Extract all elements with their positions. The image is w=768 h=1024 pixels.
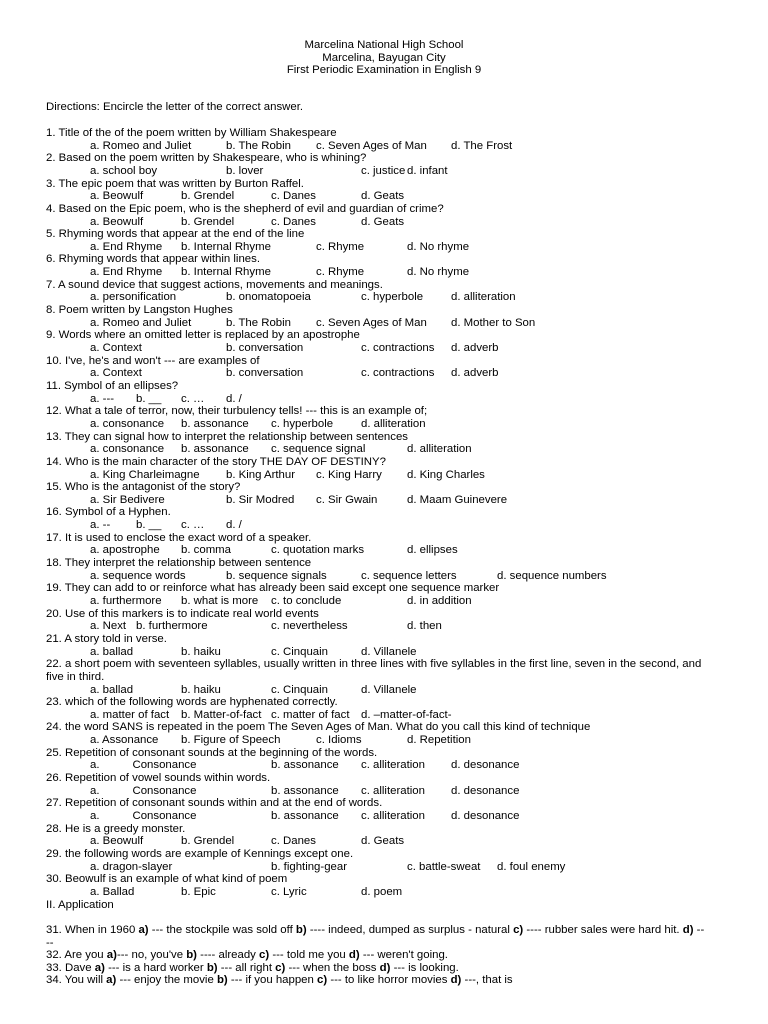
choice-text: Consonance xyxy=(132,784,197,797)
choice-option[interactable] xyxy=(90,810,196,823)
question-text: 16. Symbol of a Hyphen. xyxy=(46,506,171,519)
choice-row xyxy=(46,519,706,532)
choice-option[interactable]: b. assonance xyxy=(271,759,339,772)
choice-option[interactable]: d. alliteration xyxy=(407,443,472,456)
choice-option[interactable]: b. haiku xyxy=(181,645,221,658)
choice-option[interactable]: c. hyperbole xyxy=(361,291,424,304)
choice-row xyxy=(46,886,706,899)
choice-option[interactable]: d. in addition xyxy=(407,595,472,607)
choice-row xyxy=(46,494,706,507)
choice-option[interactable]: b. Grendel xyxy=(181,835,235,848)
exam-title: First Periodic Examination in English 9 xyxy=(286,64,482,77)
choice-row xyxy=(46,190,706,203)
choice-option[interactable]: a. Context xyxy=(90,367,142,380)
choice-option[interactable]: b. Sir Modred xyxy=(226,493,295,506)
choice-option[interactable]: b. The Robin xyxy=(226,316,292,329)
choice-option[interactable]: b. assonance xyxy=(271,784,339,797)
choice-option[interactable]: a. personification xyxy=(90,291,177,304)
choice-row xyxy=(46,241,706,254)
choice-option[interactable]: d. adverb xyxy=(451,342,499,355)
choice-option[interactable]: c. alliteration xyxy=(361,784,425,797)
choice-option[interactable]: c. sequence signal xyxy=(271,443,366,456)
choice-option[interactable]: c. King Harry xyxy=(316,468,382,481)
choice-option[interactable]: a. ballad xyxy=(90,645,134,658)
question-text: 23. which of the following words are hyphenated correctly. xyxy=(46,696,338,709)
choice-option[interactable]: d. The Frost xyxy=(451,139,513,152)
choice-option[interactable]: d. desonance xyxy=(451,810,520,823)
choice-option[interactable] xyxy=(90,785,196,798)
choice-option[interactable]: d. / xyxy=(226,519,242,532)
choice-option[interactable]: c. Cinquain xyxy=(271,683,328,696)
choice-row xyxy=(46,266,706,279)
choice-option[interactable]: d. adverb xyxy=(451,367,499,380)
choice-option[interactable]: c. alliteration xyxy=(361,810,425,823)
choice-option[interactable]: a. Sir Bedivere xyxy=(90,493,165,506)
choice-option[interactable]: d. ellipses xyxy=(407,544,458,557)
choice-option[interactable]: c. sequence letters xyxy=(361,569,457,582)
choice-option[interactable]: c. hyperbole xyxy=(271,417,334,430)
choice-row xyxy=(46,418,706,431)
application-item: 34. You will a) --- enjoy the movie b) --- if you happen c) --- to like horror movies d) ---, that is xyxy=(46,974,513,987)
choice-option[interactable]: b. King Arthur xyxy=(226,468,296,481)
choice-option[interactable]: d. poem xyxy=(361,885,403,898)
choice-option[interactable]: a. school boy xyxy=(90,164,158,177)
question-item xyxy=(46,279,706,304)
choice-row xyxy=(46,291,706,304)
question-item xyxy=(46,355,706,380)
choice-option[interactable]: a. matter of fact xyxy=(90,708,170,721)
question-text: 5. Rhyming words that appear at the end of the line xyxy=(46,228,305,241)
choice-option[interactable]: a. consonance xyxy=(90,443,165,456)
choice-option[interactable]: b. The Robin xyxy=(226,139,292,152)
choice-option[interactable]: a. Romeo and Juliet xyxy=(90,316,192,329)
question-text: 1. Title of the of the poem written by William Shakespeare xyxy=(46,127,337,139)
choice-option[interactable]: d. No rhyme xyxy=(407,266,470,279)
question-item xyxy=(46,481,706,506)
choice-option[interactable]: d. No rhyme xyxy=(407,240,470,253)
question-text: 6. Rhyming words that appear within lines. xyxy=(46,253,260,266)
choice-option[interactable]: c. … xyxy=(181,519,205,532)
choice-option[interactable]: b. conversation xyxy=(226,342,304,355)
choice-option[interactable]: c. matter of fact xyxy=(271,708,350,721)
choice-option[interactable]: d. Mother to Son xyxy=(451,316,536,329)
choice-option[interactable]: a. End Rhyme xyxy=(90,266,163,279)
question-item xyxy=(46,253,706,278)
choice-option[interactable]: b. Grendel xyxy=(181,215,235,228)
question-item xyxy=(46,152,706,177)
choice-option[interactable]: a. apostrophe xyxy=(90,544,160,557)
choice-option[interactable]: b. what is more xyxy=(181,595,259,607)
school-name: Marcelina National High School xyxy=(304,39,464,51)
question-item xyxy=(46,532,706,557)
choice-option[interactable]: a. --- xyxy=(90,392,115,405)
school-address: Marcelina, Bayugan City xyxy=(322,51,446,64)
question-item xyxy=(46,405,706,430)
choice-option[interactable]: b. Figure of Speech xyxy=(181,734,281,747)
choice-option[interactable]: a. furthermore xyxy=(90,595,162,607)
choice-row xyxy=(46,342,706,355)
blank-marker: d) xyxy=(379,961,391,974)
choice-option[interactable]: b. Internal Rhyme xyxy=(181,240,271,253)
question-item xyxy=(46,696,706,721)
blank-marker: a) xyxy=(94,961,105,974)
choice-row xyxy=(46,759,706,772)
question-text: 12. What a tale of terror, now, their turbulency tells! --- this is an example of; xyxy=(46,405,428,418)
question-text: 19. They can add to or reinforce what has already been said except one sequence marker xyxy=(46,582,500,595)
choice-option[interactable]: c. Danes xyxy=(271,835,316,848)
choice-row xyxy=(46,469,706,482)
question-text: 14. Who is the main character of the story THE DAY OF DESTINY? xyxy=(46,455,386,468)
choice-row xyxy=(46,570,706,583)
choice-option[interactable]: a. Assonance xyxy=(90,734,159,747)
choice-option[interactable]: b. Grendel xyxy=(181,190,235,203)
choice-option[interactable]: b. comma xyxy=(181,544,232,557)
choice-letter: a. xyxy=(90,759,100,772)
question-text: 17. It is used to enclose the exact word of a speaker. xyxy=(46,531,312,544)
blank-marker: a) xyxy=(138,923,149,936)
choice-option[interactable]: d. then xyxy=(407,620,442,633)
blank-marker: a) xyxy=(106,949,117,962)
choice-option[interactable]: d. Repetition xyxy=(407,734,471,747)
choice-option[interactable]: b. Matter-of-fact xyxy=(181,708,262,721)
question-item xyxy=(46,456,706,481)
application-item: 32. Are you a)--- no, you've b) ---- already c) --- told me you d) --- weren't going. xyxy=(46,949,448,962)
question-text: 2. Based on the poem written by Shakespeare, who is whining? xyxy=(46,152,367,165)
question-item xyxy=(46,127,706,152)
blank-marker: d) xyxy=(348,949,360,962)
choice-option[interactable]: b. assonance xyxy=(271,810,339,823)
application-item: 31. When in 1960 a) --- the stockpile was sold off b) ---- indeed, dumped as surplus - natural c) ---- rubber sales were hard hit. d) ---- xyxy=(46,923,705,949)
question-item xyxy=(46,506,706,531)
choice-option[interactable]: b. fighting-gear xyxy=(271,860,347,873)
choice-row xyxy=(46,544,706,557)
choice-option[interactable]: a. Context xyxy=(90,342,142,355)
question-item xyxy=(46,797,706,822)
question-text: 10. I've, he's and won't --- are examples of xyxy=(46,354,260,367)
question-item xyxy=(46,747,706,772)
choice-option[interactable]: c. … xyxy=(181,392,205,405)
question-item xyxy=(46,203,706,228)
choice-option[interactable]: d. desonance xyxy=(451,784,520,797)
choice-option[interactable]: a. Romeo and Juliet xyxy=(90,139,192,152)
question-text: 27. Repetition of consonant sounds within and at the end of words. xyxy=(46,797,383,810)
choice-option[interactable]: c. Danes xyxy=(271,190,316,203)
question-item xyxy=(46,582,706,607)
choice-option[interactable]: a. consonance xyxy=(90,417,165,430)
choice-option[interactable]: d. Villanele xyxy=(361,645,417,658)
choice-row xyxy=(46,785,706,798)
choice-row xyxy=(46,835,706,848)
choice-option[interactable]: d. sequence numbers xyxy=(497,569,607,582)
blank-marker: c) xyxy=(513,923,524,936)
question-item xyxy=(46,178,706,203)
choice-row xyxy=(46,216,706,229)
choice-option[interactable]: a. sequence words xyxy=(90,569,186,582)
choice-option[interactable]: b. conversation xyxy=(226,367,304,380)
question-text: 24. the word SANS is repeated in the poem The Seven Ages of Man. What do you call this kind of technique xyxy=(46,721,591,734)
directions: Directions: Encircle the letter of the correct answer. xyxy=(46,101,304,113)
blank-marker: a) xyxy=(106,974,117,987)
choice-option[interactable]: c. justice xyxy=(361,164,406,177)
question-text: 11. Symbol of an ellipses? xyxy=(46,379,179,392)
choice-option[interactable]: a. End Rhyme xyxy=(90,240,163,253)
choice-option[interactable]: a. Beowulf xyxy=(90,835,144,848)
choice-option[interactable]: c. Danes xyxy=(271,215,316,228)
choice-row xyxy=(46,810,706,823)
blank-marker: b) xyxy=(216,974,228,987)
choice-row xyxy=(46,861,706,874)
choice-option[interactable]: b. onomatopoeia xyxy=(226,291,311,304)
choice-option[interactable]: b. sequence signals xyxy=(226,569,327,582)
choice-option[interactable]: c. Seven Ages of Man xyxy=(316,139,427,152)
choice-text: Consonance xyxy=(132,759,197,772)
choice-option[interactable]: c. Lyric xyxy=(271,885,307,898)
choice-row xyxy=(46,646,706,659)
choice-option[interactable]: b. Epic xyxy=(181,885,216,898)
question-item xyxy=(46,228,706,253)
choice-option[interactable]: b. assonance xyxy=(181,417,249,430)
choice-option[interactable]: c. Seven Ages of Man xyxy=(316,316,427,329)
choice-option[interactable]: d. desonance xyxy=(451,759,520,772)
section-spacer xyxy=(46,911,706,924)
choice-row xyxy=(46,367,706,380)
choice-option[interactable]: d. –matter-of-fact- xyxy=(361,708,452,721)
choice-letter: a. xyxy=(90,784,100,797)
question-item xyxy=(46,721,706,746)
choice-option[interactable]: d. alliteration xyxy=(451,291,516,304)
question-item xyxy=(46,431,706,456)
choice-option[interactable]: d. infant xyxy=(407,164,448,177)
question-text: 28. He is a greedy monster. xyxy=(46,822,186,835)
application-item: 33. Dave a) --- is a hard worker b) --- all right c) --- when the boss d) --- is looking. xyxy=(46,961,459,974)
question-text: 26. Repetition of vowel sounds within words. xyxy=(46,772,271,785)
choice-row xyxy=(46,684,706,697)
question-text: 30. Beowulf is an example of what kind of poem xyxy=(46,873,288,886)
choice-option[interactable]: a. ballad xyxy=(90,683,134,696)
choice-row xyxy=(46,709,706,722)
question-text: 8. Poem written by Langston Hughes xyxy=(46,304,233,317)
question-text: 15. Who is the antagonist of the story? xyxy=(46,481,241,494)
choice-row xyxy=(46,393,706,406)
choice-option[interactable]: d. Geats xyxy=(361,835,405,848)
choice-option[interactable]: c. to conclude xyxy=(271,595,342,607)
question-item xyxy=(46,329,706,354)
question-text: 4. Based on the Epic poem, who is the shepherd of evil and guardian of crime? xyxy=(46,202,444,215)
choice-option[interactable]: d. foul enemy xyxy=(497,860,566,873)
question-text: 18. They interpret the relationship between sentence xyxy=(46,557,312,570)
choice-option[interactable]: d. / xyxy=(226,392,242,405)
choice-option[interactable]: c. quotation marks xyxy=(271,544,365,557)
choice-option[interactable]: d. Geats xyxy=(361,190,405,203)
question-item xyxy=(46,608,706,633)
question-item xyxy=(46,304,706,329)
choice-option[interactable]: d. Villanele xyxy=(361,683,417,696)
choice-option[interactable]: b. haiku xyxy=(181,683,221,696)
choice-option[interactable]: c. battle-sweat xyxy=(407,860,481,873)
choice-row xyxy=(46,620,706,633)
blank-marker: c) xyxy=(259,949,270,962)
choice-option[interactable]: b. lover xyxy=(226,164,264,177)
choice-option[interactable]: c. nevertheless xyxy=(271,620,348,633)
choice-row xyxy=(46,595,706,608)
choice-row xyxy=(46,734,706,747)
choice-option[interactable]: a. Beowulf xyxy=(90,215,144,228)
choice-option[interactable]: c. Rhyme xyxy=(316,240,365,253)
question-item xyxy=(46,772,706,797)
choice-option[interactable]: c. Sir Gwain xyxy=(316,493,378,506)
choice-option[interactable]: c. contractions xyxy=(361,367,435,380)
choice-row xyxy=(46,140,706,153)
blank-marker: b) xyxy=(295,923,307,936)
question-item xyxy=(46,873,706,898)
choice-text: Consonance xyxy=(132,810,197,823)
question-item xyxy=(46,823,706,848)
question-text: 7. A sound device that suggest actions, movements and meanings. xyxy=(46,278,383,291)
choice-option[interactable] xyxy=(90,759,196,772)
choice-option[interactable]: b. assonance xyxy=(181,443,249,456)
question-text: 13. They can signal how to interpret the relationship between sentences xyxy=(46,430,408,443)
question-text: 9. Words where an omitted letter is replaced by an apostrophe xyxy=(46,329,360,342)
choice-option[interactable]: b. __ xyxy=(136,392,162,405)
question-text: 29. the following words are example of Kennings except one. xyxy=(46,847,354,860)
choice-row xyxy=(46,165,706,178)
choice-option[interactable]: a. Next xyxy=(90,620,127,633)
blank-marker: c) xyxy=(275,961,286,974)
blank-marker: d) xyxy=(682,923,694,936)
question-item xyxy=(46,380,706,405)
choice-option[interactable]: b. __ xyxy=(136,519,162,532)
choice-option[interactable]: a. Beowulf xyxy=(90,190,144,203)
blank-marker: b) xyxy=(206,961,218,974)
choice-option[interactable]: b. Internal Rhyme xyxy=(181,266,271,279)
choice-option[interactable]: c. alliteration xyxy=(361,759,425,772)
choice-option[interactable]: a. Ballad xyxy=(90,885,135,898)
choice-option[interactable]: c. contractions xyxy=(361,342,435,355)
choice-option[interactable]: d. Geats xyxy=(361,215,405,228)
section-title: II. Application xyxy=(46,898,114,911)
choice-option[interactable]: b. furthermore xyxy=(136,620,208,633)
blank-marker: b) xyxy=(186,949,197,962)
question-item xyxy=(46,557,706,582)
choice-option[interactable]: a. King Charleimagne xyxy=(90,468,200,481)
choice-row xyxy=(46,443,706,456)
exam-header xyxy=(0,39,768,77)
question-item xyxy=(46,848,706,873)
question-text: 22. a short poem with seventeen syllables, usually written in three lines with five syllables in the first line, seven in the second, and five in third. xyxy=(46,658,702,683)
question-item xyxy=(46,658,706,696)
blank-marker: c) xyxy=(317,974,328,987)
choice-option[interactable]: a. -- xyxy=(90,519,111,532)
choice-option[interactable]: a. dragon-slayer xyxy=(90,860,173,873)
choice-option[interactable]: d. King Charles xyxy=(407,468,485,481)
question-text: 25. Repetition of consonant sounds at the beginning of the words. xyxy=(46,746,378,759)
question-text: 21. A story told in verse. xyxy=(46,632,167,645)
question-text: 20. Use of this markers is to indicate real world events xyxy=(46,607,319,620)
question-list xyxy=(46,127,706,987)
blank-marker: d) xyxy=(450,974,462,987)
choice-letter: a. xyxy=(90,810,100,823)
choice-row xyxy=(46,317,706,330)
question-text: 3. The epic poem that was written by Burton Raffel. xyxy=(46,177,304,190)
choice-option[interactable]: d. alliteration xyxy=(361,417,426,430)
choice-option[interactable]: c. Rhyme xyxy=(316,266,365,279)
choice-option[interactable]: d. Maam Guinevere xyxy=(407,493,508,506)
choice-option[interactable]: c. Cinquain xyxy=(271,645,328,658)
question-item xyxy=(46,633,706,658)
choice-option[interactable]: c. Idioms xyxy=(316,734,362,747)
